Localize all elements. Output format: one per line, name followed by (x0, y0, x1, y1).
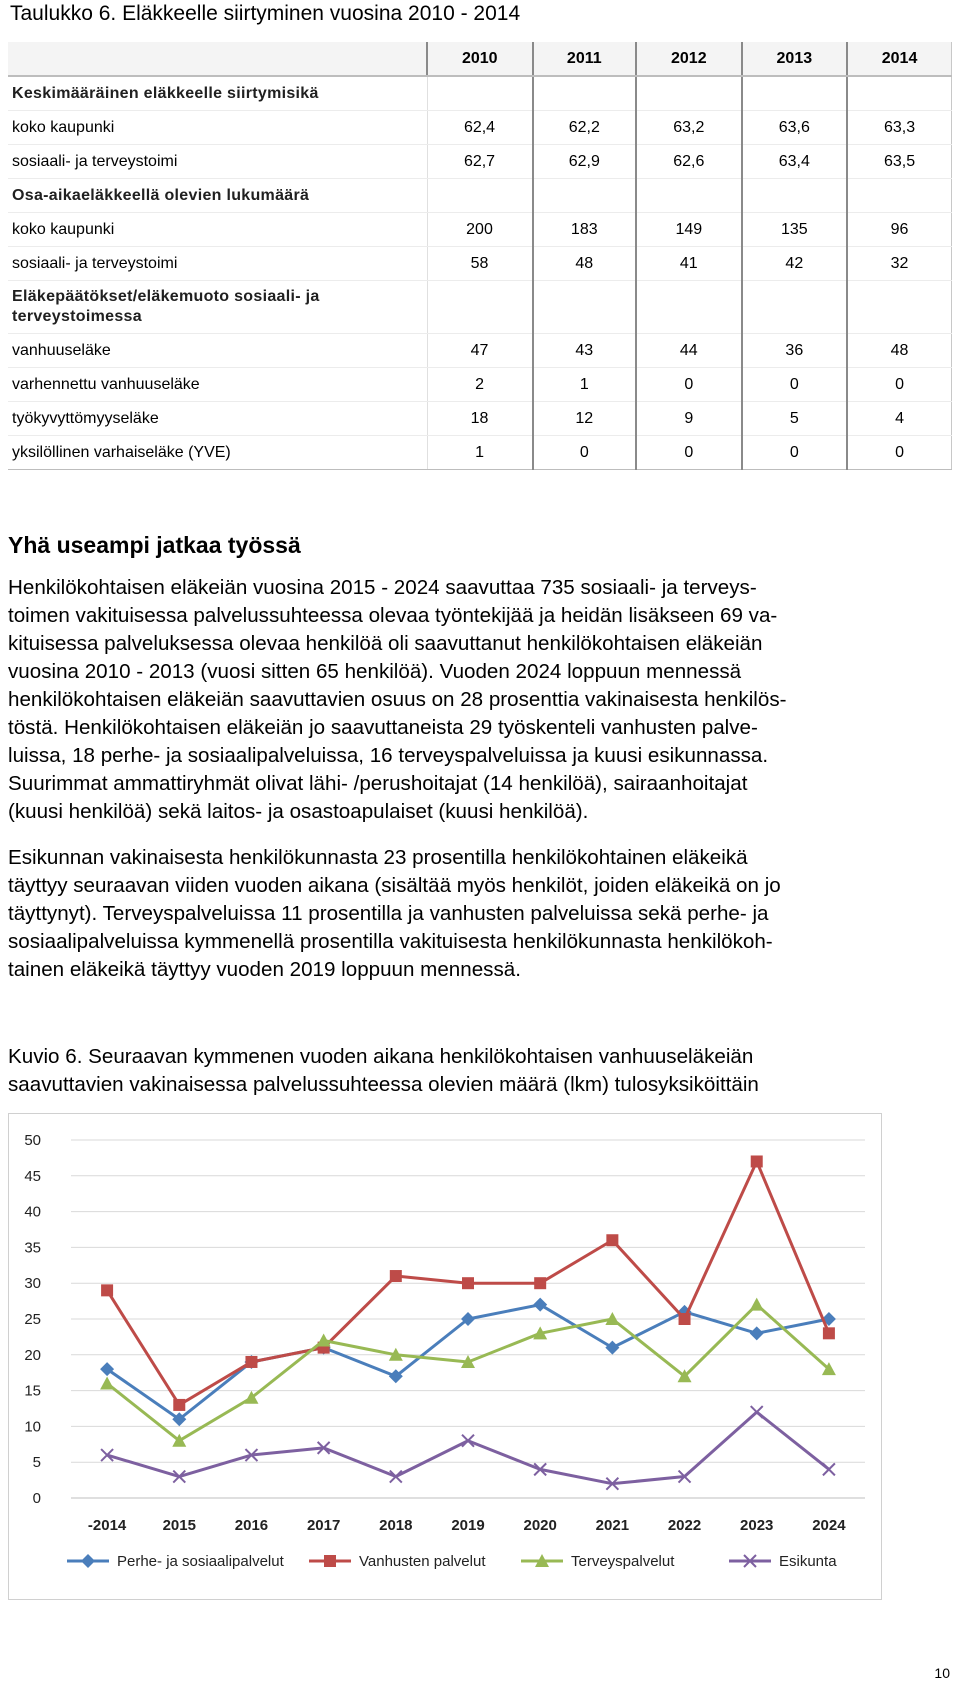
data-point (390, 1471, 402, 1483)
value-cell: 62,6 (636, 145, 742, 179)
value-cell: 2 (427, 368, 533, 402)
table-row (8, 402, 952, 436)
row-label: koko kaupunki (8, 213, 427, 247)
x-tick-label: 2022 (667, 1517, 702, 1534)
data-point (245, 1356, 257, 1368)
x-tick-label: 2024 (812, 1517, 846, 1534)
page-number: 10 (934, 1665, 950, 1681)
empty-cell (636, 76, 742, 111)
y-tick-label: 20 (24, 1346, 41, 1364)
legend-label: Perhe- ja sosiaalipalvelut (117, 1553, 284, 1570)
table-title: Taulukko 6. Eläkkeelle siirtyminen vuosina 2010 - 2014 (10, 2, 521, 25)
value-cell: 4 (847, 402, 951, 436)
figure-caption (8, 1043, 953, 1099)
paragraph-2 (8, 844, 953, 984)
x-tick-label: 2015 (162, 1517, 196, 1534)
table-header-row (8, 42, 952, 76)
value-cell: 200 (427, 213, 533, 247)
row-label: vanhuuseläke (8, 334, 427, 368)
value-cell: 1 (427, 436, 533, 470)
table-row (8, 334, 952, 368)
retirement-table (8, 42, 952, 470)
data-point (390, 1270, 402, 1282)
value-cell: 41 (636, 247, 742, 281)
x-tick-label: 2016 (234, 1517, 269, 1534)
text-line: (kuusi henkilöä) sekä laitos- ja osastoapulaiset (kuusi henkilöä). (8, 800, 589, 823)
y-tick-label: 15 (24, 1382, 41, 1400)
row-label: sosiaali- ja terveystoimi (8, 145, 427, 179)
empty-cell (742, 76, 848, 111)
value-cell: 42 (742, 247, 848, 281)
value-cell: 63,4 (742, 145, 848, 179)
series-line (107, 1412, 829, 1484)
text-line: henkilökohtaisen eläkeiän saavuttavien osuus on 28 prosenttia vakinaisesta henkilös- (8, 688, 787, 711)
text-line: täyttynyt). Terveyspalveluissa 11 prosentilla ja vanhusten palveluissa sekä perhe- ja (8, 902, 769, 925)
value-cell: 44 (636, 334, 742, 368)
y-tick-label: 35 (24, 1239, 41, 1257)
data-point (750, 1298, 764, 1311)
value-cell: 48 (533, 247, 637, 281)
data-point (823, 1327, 835, 1339)
row-label: työkyvyttömyyseläke (8, 402, 427, 436)
section-title-row (8, 76, 952, 111)
value-cell: 62,7 (427, 145, 533, 179)
value-cell: 1 (533, 368, 637, 402)
table-row (8, 213, 952, 247)
value-cell: 62,2 (533, 111, 637, 145)
empty-cell (636, 179, 742, 213)
x-tick-label: -2014 (87, 1517, 127, 1534)
legend-label: Esikunta (779, 1553, 837, 1570)
empty-cell (742, 179, 848, 213)
x-tick-label: 2021 (595, 1517, 630, 1534)
text-line: Suurimmat ammattiryhmät olivat lähi- /perushoitajat (14 henkilöä), sairaanhoitajat (8, 772, 748, 795)
value-cell: 149 (636, 213, 742, 247)
text-line: luissa, 18 perhe- ja sosiaalipalveluissa, 16 terveyspalveluissa ja kuusi esikunnassa. (8, 744, 769, 767)
data-point (462, 1435, 474, 1447)
data-point (751, 1406, 763, 1418)
value-cell: 0 (847, 436, 951, 470)
row-label: koko kaupunki (8, 111, 427, 145)
year-header: 2014 (847, 42, 951, 76)
data-point (823, 1463, 835, 1475)
row-label: sosiaali- ja terveystoimi (8, 247, 427, 281)
text-line: Esikunnan vakinaisesta henkilökunnasta 23 prosentilla henkilökohtainen eläkeikä (8, 846, 748, 869)
empty-cell (533, 179, 637, 213)
y-tick-label: 50 (24, 1132, 41, 1149)
value-cell: 36 (742, 334, 848, 368)
text-line: toimen vakituisessa palvelussuhteessa olevaa työntekijää ja heidän lisäkseen 69 va- (8, 604, 778, 627)
data-point (533, 1298, 547, 1312)
table-row (8, 247, 952, 281)
section-title: Eläkepäätökset/eläkemuoto sosiaali- ja terveystoimessa (8, 281, 427, 334)
data-point (751, 1155, 763, 1167)
table-row (8, 111, 952, 145)
value-cell: 12 (533, 402, 637, 436)
value-cell: 63,2 (636, 111, 742, 145)
value-cell: 63,3 (847, 111, 951, 145)
section-title-row (8, 179, 952, 213)
y-tick-label: 40 (24, 1203, 41, 1221)
value-cell: 63,6 (742, 111, 848, 145)
paragraph-1 (8, 574, 953, 826)
table-row (8, 145, 952, 179)
empty-cell (533, 281, 637, 334)
text-line: saavuttavien vakinaisessa palvelussuhteessa olevien määrä (lkm) tulosyksiköittäin (8, 1073, 759, 1096)
value-cell: 18 (427, 402, 533, 436)
data-point (173, 1399, 185, 1411)
y-tick-label: 25 (24, 1311, 41, 1328)
data-point (100, 1376, 114, 1389)
y-tick-label: 5 (32, 1454, 41, 1472)
x-tick-label: 2018 (379, 1517, 413, 1534)
text-line: kituisessa palveluksessa olevaa henkilöä oli saavuttanut henkilökohtaisen eläkeiän (8, 632, 763, 655)
x-tick-label: 2017 (306, 1517, 341, 1534)
value-cell: 62,4 (427, 111, 533, 145)
section-title-row (8, 281, 952, 334)
value-cell: 0 (847, 368, 951, 402)
value-cell: 96 (847, 213, 951, 247)
empty-cell (847, 76, 951, 111)
data-point (462, 1277, 474, 1289)
text-line: vuosina 2010 - 2013 (vuosi sitten 65 henkilöä). Vuoden 2024 loppuun mennessä (8, 660, 742, 683)
year-header: 2011 (533, 42, 637, 76)
value-cell: 43 (533, 334, 637, 368)
value-cell: 63,5 (847, 145, 951, 179)
text-line: Kuvio 6. Seuraavan kymmenen vuoden aikana henkilökohtaisen vanhuuseläkeiän (8, 1045, 754, 1068)
empty-cell (427, 76, 533, 111)
row-label: varhennettu vanhuuseläke (8, 368, 427, 402)
empty-cell (847, 281, 951, 334)
value-cell: 0 (742, 436, 848, 470)
table-row (8, 436, 952, 470)
value-cell: 47 (427, 334, 533, 368)
table-corner-cell (8, 42, 427, 76)
table-row (8, 368, 952, 402)
text-line: tainen eläkeikä täyttyy vuoden 2019 loppuun mennessä. (8, 958, 521, 981)
y-tick-label: 30 (24, 1275, 41, 1293)
data-point (324, 1555, 336, 1567)
text-line: täyttyy seuraavan viiden vuoden aikana (sisältää myös henkilöt, joiden eläkeikä on jo (8, 874, 781, 897)
text-line: sosiaalipalveluissa kymmenellä prosentilla vakituisesta henkilökunnasta henkilökoh- (8, 930, 773, 953)
section-heading: Yhä useampi jatkaa työssä (8, 532, 301, 558)
value-cell: 0 (742, 368, 848, 402)
data-point (605, 1341, 619, 1355)
data-point (534, 1277, 546, 1289)
value-cell: 0 (533, 436, 637, 470)
empty-cell (742, 281, 848, 334)
year-header: 2013 (742, 42, 848, 76)
value-cell: 135 (742, 213, 848, 247)
section-title: Keskimääräinen eläkkeelle siirtymisikä (8, 76, 427, 111)
line-chart (9, 1114, 881, 1599)
legend-label: Terveyspalvelut (571, 1553, 675, 1570)
row-label: yksilöllinen varhaiseläke (YVE) (8, 436, 427, 470)
year-header: 2012 (636, 42, 742, 76)
empty-cell (847, 179, 951, 213)
y-tick-label: 45 (24, 1167, 41, 1185)
data-point (81, 1554, 95, 1568)
x-tick-label: 2023 (740, 1517, 774, 1534)
data-point (750, 1326, 764, 1340)
x-tick-label: 2019 (451, 1517, 485, 1534)
value-cell: 183 (533, 213, 637, 247)
text-line: Henkilökohtaisen eläkeiän vuosina 2015 - 2024 saavuttaa 735 sosiaali- ja terveys- (8, 576, 757, 599)
empty-cell (533, 76, 637, 111)
empty-cell (427, 179, 533, 213)
y-tick-label: 10 (24, 1418, 41, 1436)
legend-label: Vanhusten palvelut (359, 1553, 486, 1570)
chart-frame (8, 1113, 882, 1600)
x-tick-label: 2020 (523, 1517, 557, 1534)
value-cell: 62,9 (533, 145, 637, 179)
section-title: Osa-aikaeläkkeellä olevien lukumäärä (8, 179, 427, 213)
value-cell: 32 (847, 247, 951, 281)
year-header: 2010 (427, 42, 533, 76)
data-point (101, 1284, 113, 1296)
value-cell: 5 (742, 402, 848, 436)
empty-cell (636, 281, 742, 334)
value-cell: 9 (636, 402, 742, 436)
data-point (679, 1313, 691, 1325)
value-cell: 58 (427, 247, 533, 281)
value-cell: 0 (636, 368, 742, 402)
empty-cell (427, 281, 533, 334)
value-cell: 0 (636, 436, 742, 470)
value-cell: 48 (847, 334, 951, 368)
data-point (606, 1234, 618, 1246)
text-line: töstä. Henkilökohtaisen eläkeiän jo saavuttaneista 29 työskenteli vanhusten palve- (8, 716, 758, 739)
y-tick-label: 0 (32, 1490, 41, 1507)
